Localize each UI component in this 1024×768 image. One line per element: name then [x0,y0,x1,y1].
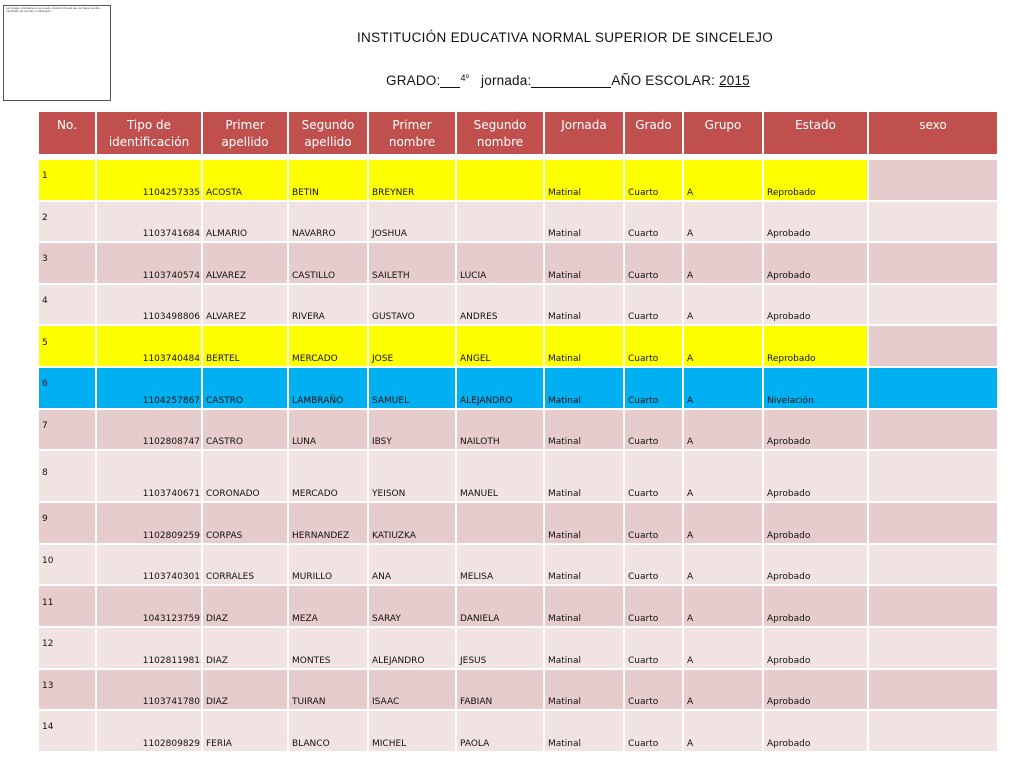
cell-segundo-apellido: CASTILLO [288,242,368,284]
cell-primer-nombre: YEISON [368,450,456,502]
table-header-row [38,111,998,155]
cell-primer-apellido: CORONADO [202,450,288,502]
table-row [38,284,998,326]
cell-sexo [868,627,998,669]
cell-grupo: A [683,367,763,409]
cell-estado: Aprobado [763,585,868,627]
cell-primer-apellido: ALVAREZ [202,284,288,326]
table-row [38,710,998,752]
cell-jornada: Matinal [544,710,624,752]
cell-primer-nombre: KATIUZKA [368,502,456,544]
grado-label: GRADO: [386,73,441,88]
cell-sexo [868,284,998,326]
cell-primer-nombre: SAILETH [368,242,456,284]
cell-jornada: Matinal [544,242,624,284]
header-segundo-nombre [456,111,544,155]
cell-segundo-apellido: MERCADO [288,450,368,502]
cell-sexo [868,502,998,544]
cell-primer-apellido: ACOSTA [202,159,288,201]
cell-id-number: 1102809259 [96,502,202,544]
table-row [38,325,998,367]
cell-estado: Reprobado [763,325,868,367]
cell-id-number: 1104257335 [96,159,202,201]
student-table [37,110,999,753]
cell-segundo-nombre [456,159,544,201]
cell-primer-apellido: CORRALES [202,544,288,586]
document-title: INSTITUCIÓN EDUCATIVA NORMAL SUPERIOR DE SINCELEJO [356,30,774,45]
header-jornada: Jornada [544,111,624,155]
header-segundo-apellido-label: Segundo apellido [301,118,355,149]
cell-sexo [868,409,998,451]
cell-segundo-nombre: MANUEL [456,450,544,502]
cell-grado: Cuarto [624,325,683,367]
cell-grupo: A [683,159,763,201]
cell-jornada: Matinal [544,585,624,627]
cell-sexo [868,544,998,586]
cell-id-number: 1103740574 [96,242,202,284]
cell-row-number: 5 [38,325,96,367]
cell-row-number: 4 [38,284,96,326]
cell-segundo-nombre: JESUS [456,627,544,669]
cell-sexo [868,669,998,711]
table-row [38,450,998,502]
cell-estado: Nivelación [763,367,868,409]
cell-sexo [868,201,998,243]
cell-id-number: 1103740301 [96,544,202,586]
cell-segundo-nombre: ALEJANDRO [456,367,544,409]
cell-estado: Aprobado [763,242,868,284]
cell-grado: Cuarto [624,544,683,586]
cell-primer-apellido: ALVAREZ [202,242,288,284]
cell-row-number: 12 [38,627,96,669]
cell-primer-nombre: ISAAC [368,669,456,711]
cell-segundo-nombre: ANDRES [456,284,544,326]
cell-segundo-nombre: MELISA [456,544,544,586]
cell-segundo-apellido: TUIRAN [288,669,368,711]
cell-segundo-nombre [456,502,544,544]
jornada-blank [531,74,611,88]
cell-grado: Cuarto [624,242,683,284]
table-body [38,159,998,752]
cell-primer-apellido: CASTRO [202,367,288,409]
cell-grado: Cuarto [624,450,683,502]
cell-jornada: Matinal [544,450,624,502]
cell-primer-nombre: MICHEL [368,710,456,752]
cell-estado: Aprobado [763,669,868,711]
cell-row-number: 1 [38,159,96,201]
cell-id-number: 1043123759 [96,585,202,627]
cell-primer-nombre: ALEJANDRO [368,627,456,669]
cell-grupo: A [683,409,763,451]
header-estado: Estado [763,111,868,155]
cell-grupo: A [683,627,763,669]
cell-estado: Aprobado [763,201,868,243]
table-row [38,242,998,284]
cell-segundo-apellido: HERNANDEZ [288,502,368,544]
cell-estado: Aprobado [763,284,868,326]
cell-row-number: 3 [38,242,96,284]
header-segundo-apellido [288,111,368,155]
cell-segundo-apellido: MURILLO [288,544,368,586]
cell-primer-nombre: SARAY [368,585,456,627]
cell-primer-apellido: BERTEL [202,325,288,367]
cell-primer-nombre: IBSY [368,409,456,451]
cell-id-number: 1103740671 [96,450,202,502]
cell-grado: Cuarto [624,284,683,326]
cell-row-number: 10 [38,544,96,586]
cell-grado: Cuarto [624,710,683,752]
cell-row-number: 7 [38,409,96,451]
cell-grado: Cuarto [624,201,683,243]
cell-segundo-apellido: NAVARRO [288,201,368,243]
cell-primer-apellido: FERIA [202,710,288,752]
cell-segundo-apellido: MEZA [288,585,368,627]
cell-segundo-nombre: NAILOTH [456,409,544,451]
cell-segundo-apellido: BETIN [288,159,368,201]
cell-jornada: Matinal [544,544,624,586]
header-primer-apellido-label: Primer apellido [221,118,269,149]
cell-grado: Cuarto [624,502,683,544]
cell-segundo-nombre [456,201,544,243]
cell-segundo-apellido: MONTES [288,627,368,669]
image-caption: La imagen vinculada no se puede mostrar. Puede que se haya movido, cambiado de nombre o eliminado. [6,6,101,14]
table-row [38,409,998,451]
cell-grupo: A [683,669,763,711]
jornada-label: jornada: [481,73,532,88]
cell-segundo-nombre: ANGEL [456,325,544,367]
cell-jornada: Matinal [544,367,624,409]
cell-grado: Cuarto [624,627,683,669]
cell-segundo-apellido: MERCADO [288,325,368,367]
cell-grado: Cuarto [624,159,683,201]
header-tipo-identificacion-label: Tipo de identificación [108,118,190,149]
cell-primer-apellido: ALMARIO [202,201,288,243]
cell-grado: Cuarto [624,669,683,711]
cell-estado: Aprobado [763,544,868,586]
cell-id-number: 1103741684 [96,201,202,243]
cell-jornada: Matinal [544,325,624,367]
cell-id-number: 1102809829 [96,710,202,752]
cell-primer-nombre: SAMUEL [368,367,456,409]
cell-primer-apellido: CASTRO [202,409,288,451]
header-grado: Grado [624,111,683,155]
header-primer-apellido [202,111,288,155]
cell-grado: Cuarto [624,367,683,409]
cell-estado: Aprobado [763,502,868,544]
cell-grupo: A [683,710,763,752]
cell-grupo: A [683,502,763,544]
cell-estado: Reprobado [763,159,868,201]
table-row [38,201,998,243]
header-no: No. [38,111,96,155]
cell-sexo [868,710,998,752]
cell-segundo-apellido: RIVERA [288,284,368,326]
cell-jornada: Matinal [544,502,624,544]
cell-row-number: 13 [38,669,96,711]
cell-grupo: A [683,201,763,243]
cell-estado: Aprobado [763,450,868,502]
cell-grupo: A [683,284,763,326]
broken-image-placeholder [3,5,111,101]
cell-grupo: A [683,544,763,586]
cell-row-number: 8 [38,450,96,502]
cell-grupo: A [683,325,763,367]
cell-sexo [868,450,998,502]
cell-row-number: 11 [38,585,96,627]
cell-estado: Aprobado [763,409,868,451]
grado-blank [440,74,460,88]
cell-segundo-nombre: PAOLA [456,710,544,752]
table-row [38,627,998,669]
cell-primer-nombre: BREYNER [368,159,456,201]
cell-primer-nombre: JOSE [368,325,456,367]
cell-row-number: 9 [38,502,96,544]
cell-segundo-apellido: LAMBRAÑO [288,367,368,409]
cell-primer-nombre: JOSHUA [368,201,456,243]
cell-segundo-nombre: DANIELA [456,585,544,627]
cell-row-number: 14 [38,710,96,752]
cell-grupo: A [683,585,763,627]
table-row [38,669,998,711]
table-row [38,502,998,544]
cell-jornada: Matinal [544,159,624,201]
cell-sexo [868,367,998,409]
cell-row-number: 2 [38,201,96,243]
cell-sexo [868,325,998,367]
cell-jornada: Matinal [544,201,624,243]
cell-primer-nombre: GUSTAVO [368,284,456,326]
cell-jornada: Matinal [544,284,624,326]
cell-primer-apellido: DIAZ [202,627,288,669]
cell-jornada: Matinal [544,669,624,711]
table-row [38,159,998,201]
cell-primer-apellido: DIAZ [202,585,288,627]
cell-id-number: 1103740484 [96,325,202,367]
cell-id-number: 1102811981 [96,627,202,669]
cell-grado: Cuarto [624,409,683,451]
anio-label: AÑO ESCOLAR: [611,73,716,88]
cell-primer-nombre: ANA [368,544,456,586]
cell-estado: Aprobado [763,710,868,752]
cell-id-number: 1103741780 [96,669,202,711]
cell-primer-apellido: DIAZ [202,669,288,711]
cell-segundo-apellido: BLANCO [288,710,368,752]
cell-id-number: 1102808747 [96,409,202,451]
cell-jornada: Matinal [544,409,624,451]
header-tipo-identificacion [96,111,202,155]
cell-grado: Cuarto [624,585,683,627]
grado-value: 4º [460,73,470,83]
cell-row-number: 6 [38,367,96,409]
cell-grupo: A [683,450,763,502]
cell-id-number: 1103498806 [96,284,202,326]
header-primer-nombre-label: Primer nombre [388,118,436,149]
cell-grupo: A [683,242,763,284]
cell-sexo [868,585,998,627]
header-primer-nombre [368,111,456,155]
cell-sexo [868,159,998,201]
header-grupo: Grupo [683,111,763,155]
table-row [38,367,998,409]
table-row [38,585,998,627]
header-segundo-nombre-label: Segundo nombre [473,118,527,149]
cell-jornada: Matinal [544,627,624,669]
cell-segundo-apellido: LUNA [288,409,368,451]
cell-estado: Aprobado [763,627,868,669]
cell-id-number: 1104257867 [96,367,202,409]
cell-segundo-nombre: FABIAN [456,669,544,711]
anio-value: 2015 [719,73,750,88]
cell-primer-apellido: CORPAS [202,502,288,544]
table-row [38,544,998,586]
document-subtitle [386,73,750,88]
cell-sexo [868,242,998,284]
cell-segundo-nombre: LUCIA [456,242,544,284]
header-sexo: sexo [868,111,998,155]
